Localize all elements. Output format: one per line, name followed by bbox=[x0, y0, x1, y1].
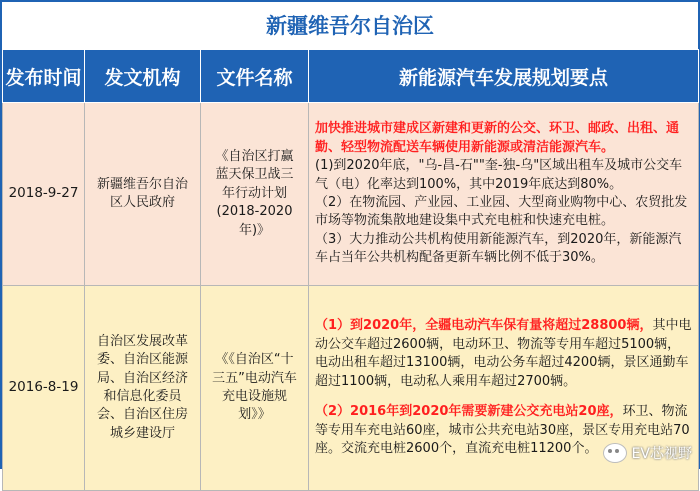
table-row bbox=[3, 103, 699, 286]
cell-doc: 《《自治区“十三五”电动汽车充电设施规划》》 bbox=[201, 286, 309, 491]
header-row bbox=[3, 50, 699, 103]
point-highlight: （2）2016年到2020年需要新建公交充电站20座， bbox=[315, 404, 623, 419]
point-text: 其中电动公交车超过2600辆，电动环卫、物流等专用车超过5100辆，电动出租车超过13100辆，电动公务车超过4200辆，景区通勤车超过1100辆，电动私人乘用车超过2700辆。 bbox=[315, 318, 691, 388]
header-doc: 文件名称 bbox=[201, 50, 309, 103]
header-date: 发布时间 bbox=[3, 50, 85, 103]
point-highlight: 加快推进城市建成区新建和更新的公交、环卫、邮政、出租、通勤、轻型物流配送车辆使用新能源或清洁能源汽车。 bbox=[315, 120, 692, 157]
point-highlight: （1）到2020年，全疆电动汽车保有量将超过28800辆， bbox=[315, 318, 652, 333]
header-points: 新能源汽车发展规划要点 bbox=[309, 50, 699, 103]
point-text: 环卫、物流等专用车充电站60座，城市公共充电站30座，景区专用充电站70座。交流充电桩2600个，直流充电桩11200个。 bbox=[315, 404, 690, 456]
header-org: 发文机构 bbox=[85, 50, 201, 103]
policy-table bbox=[2, 49, 699, 491]
point-item: （3）大力推动公共机构使用新能源汽车，到2020年，新能源汽车占当年公共机构配备更新车辆比例不低于30%。 bbox=[315, 231, 692, 268]
cell-date: 2016-8-19 bbox=[3, 286, 85, 491]
watermark-text: EV芯视野 bbox=[632, 443, 692, 463]
point-item: (1)到2020年底，"乌-昌-石""奎-独-乌"区域出租车及城市公交车气（电）化率达到100%，其中2019年底达到80%。 bbox=[315, 157, 692, 194]
cell-org: 新疆维吾尔自治区人民政府 bbox=[85, 103, 201, 286]
cell-date: 2018-9-27 bbox=[3, 103, 85, 286]
watermark bbox=[603, 443, 692, 463]
page-title: 新疆维吾尔自治区 bbox=[2, 2, 698, 48]
point-item bbox=[315, 317, 692, 391]
table-row bbox=[3, 286, 699, 491]
wechat-icon bbox=[603, 443, 627, 463]
cell-doc: 《自治区打赢蓝天保卫战三年行动计划(2018-2020年)》 bbox=[201, 103, 309, 286]
cell-org: 自治区发展改革委、自治区能源局、自治区经济和信息化委员会、自治区住房城乡建设厅 bbox=[85, 286, 201, 491]
point-item: （2）在物流园、产业园、工业园、大型商业购物中心、农贸批发市场等物流集散地建设集中式充电桩和快速充电桩。 bbox=[315, 194, 692, 231]
cell-points bbox=[309, 103, 699, 286]
